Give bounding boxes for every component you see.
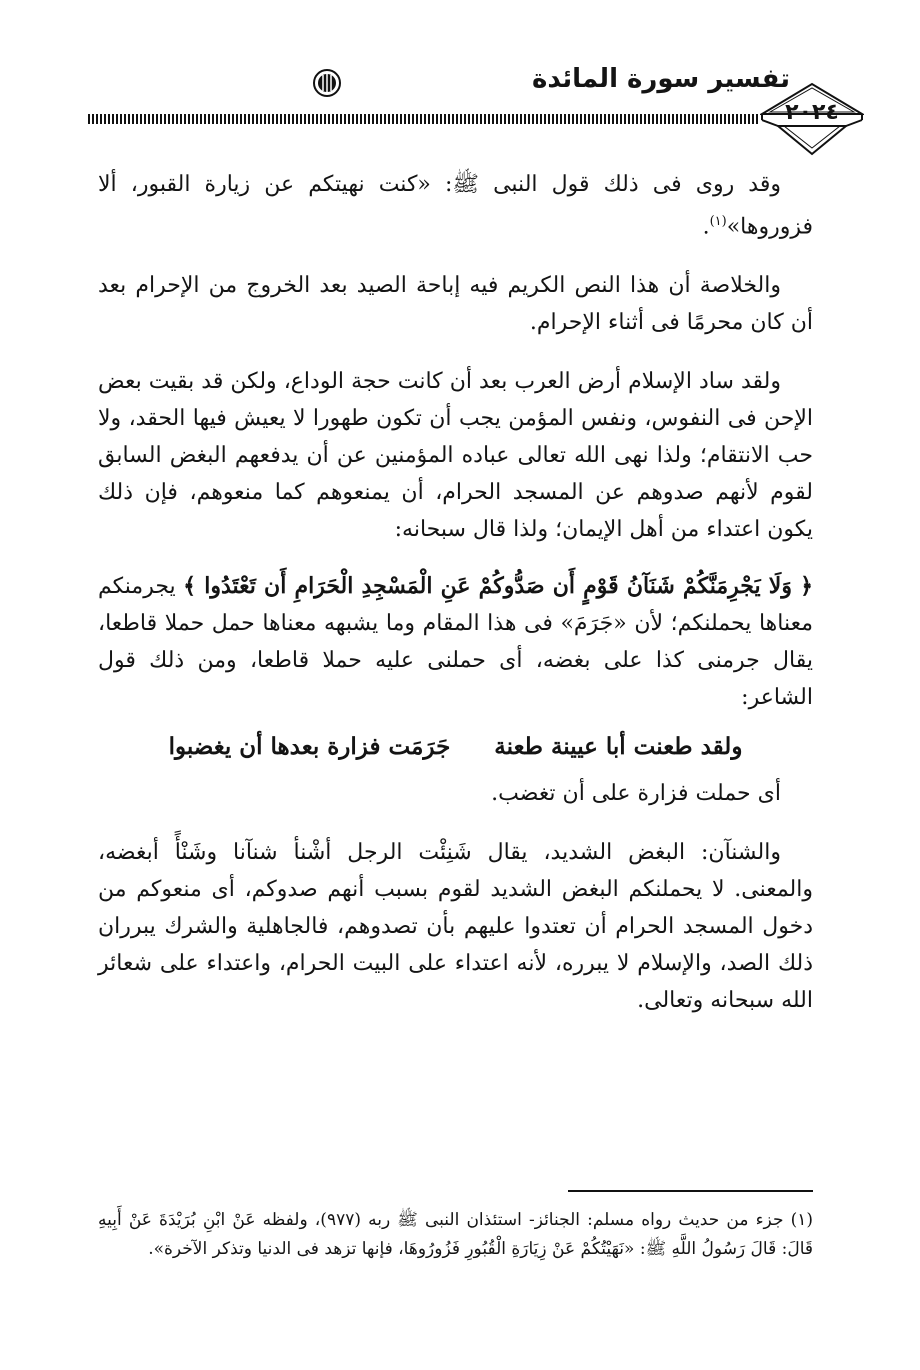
page-header	[0, 0, 920, 160]
paragraph-hadith: وقد روى فى ذلك قول النبى ﷺ: «كنت نهيتكم عن زيارة القبور، ألا فزوروها»$^{(١)}$.	[98, 172, 813, 240]
verse-first-hemistich: ولقد طعنت أبا عيينة طعنة	[494, 733, 743, 761]
running-title: تفسير سورة المائدة	[531, 64, 790, 94]
paragraph-verse-meaning: أى حملت فزارة على أن تغضب.	[491, 781, 781, 807]
verse-second-hemistich: جَرَمَت فزارة بعدها أن يغضبوا	[168, 733, 451, 761]
paragraph-shanaan: والشنآن: البغض الشديد، يقال شَنِئْت الرجل أشْنأ شنآنا وشَنْأً أبغضه، والمعنى. لا يحملنكم البغض الشديد لقوم بسبب أنهم صدوكم، أى منعوكم من دخول المسجد الحرام أن تعتدوا عليهم بأن تصدوهم، فالجاهلية والشرك يبرران ذلك الصد، والإسلام لا يبرره، لأنه اعتداء على البيت الحرام، واعتداء على شعائر الله سبحانه وتعالى.	[98, 840, 813, 1014]
paragraph-summary: والخلاصة أن هذا النص الكريم فيه إباحة الصيد بعد الخروج من الإحرام بعد أن كان محرمًا فى أثناء الإحرام.	[98, 273, 813, 336]
header-rule	[88, 114, 758, 124]
page-number: ٢٠٢٤	[785, 100, 839, 125]
paragraph-context: ولقد ساد الإسلام أرض العرب بعد أن كانت حجة الوداع، ولكن قد بقيت بعض الإحن فى النفوس، ونفس المؤمن يجب أن تكون طهورا لا يعيش فيها الحقد، ولا حب الانتقام؛ ولذا نهى الله تعالى عباده المؤمنين عن أن يدفعهم البغض السابق لقوم لأنهم صدوهم عن المسجد الحرام، أن يمنعوهم كما منعوهم، فإن ذلك يكون اعتداء من أهل الإيمان؛ ولذا قال سبحانه:	[98, 369, 813, 543]
poetry-verse	[98, 728, 813, 765]
ornament-icon	[312, 68, 342, 98]
quran-verse: ﴿ وَلَا يَجْرِمَنَّكُمْ شَنَآنُ قَوْمٍ أَن صَدُّوكُمْ عَنِ الْمَسْجِدِ الْحَرَامِ أَن تَعْتَدُوا ﴾	[183, 573, 813, 600]
footnote-separator	[568, 1190, 813, 1192]
paragraph-quran-explanation: ﴿ وَلَا يَجْرِمَنَّكُمْ شَنَآنُ قَوْمٍ أَن صَدُّوكُمْ عَنِ الْمَسْجِدِ الْحَرَامِ أَن تَعْتَدُوا ﴾ يجرمنكم معناها يحملنكم؛ لأن «جَرَمَ» فى هذا المقام وما يشبهه معناها حمل حملا قاطعا، يقال جرمنى كذا على بغضه، أى حملنى عليه حملا قاطعا، ومن ذلك قول الشاعر:	[98, 573, 813, 711]
footnote-marker: (١)	[709, 214, 727, 229]
main-text	[98, 166, 813, 1041]
footnote-1: (١) جزء من حديث رواه مسلم: الجنائز- استئذان النبى ﷺ ربه (٩٧٧)، ولفظه عَنْ ابْنِ بُرَيْدَةَ عَنْ أَبِيهِ قَالَ: قَالَ رَسُولُ اللَّهِ ﷺ: «نَهَيْتُكُمْ عَنْ زِيَارَةِ الْقُبُورِ فَزُورُوهَا، فإنها تزهد فى الدنيا وتذكر الآخرة».	[98, 1210, 813, 1259]
footnotes	[98, 1206, 813, 1264]
